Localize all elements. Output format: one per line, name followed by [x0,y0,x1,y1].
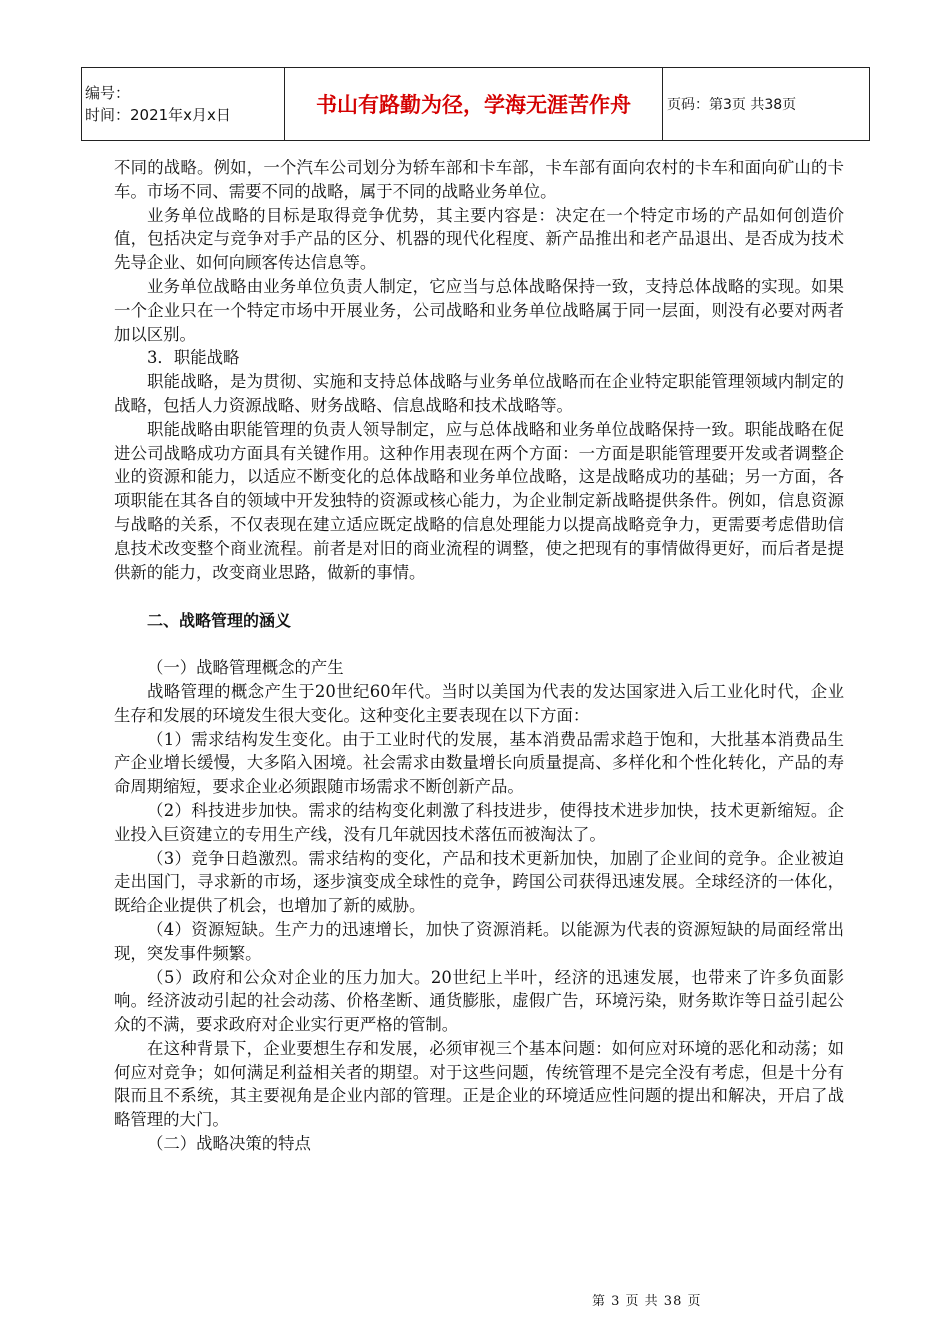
header-left-cell [82,68,285,141]
paragraph: （3）竞争日趋激烈。需求结构的变化，产品和技术更新加快，加剧了企业间的竞争。企业被迫走出国门，寻求新的市场，逐步演变成全球性的竞争，跨国公司获得迅速发展。全球经济的一体化，既给企业提供了机会，也增加了新的威胁。 [114,848,844,916]
paragraph: （2）科技进步加快。需求的结构变化刺激了科技进步，使得技术进步加快，技术更新缩短。企业投入巨资建立的专用生产线，没有几年就因技术落伍而被淘汰了。 [114,800,844,844]
paragraph: 在这种背景下，企业要想生存和发展，必须审视三个基本问题：如何应对环境的恶化和动荡；如何应对竞争；如何满足利益相关者的期望。对于这些问题，传统管理不是完全没有考虑，但是十分有限而且不系统，其主要视角是企业内部的管理。正是企业的环境适应性问题的提出和解决，开启了战略管理的大门。 [114,1038,844,1130]
paragraph: （1）需求结构发生变化。由于工业时代的发展，基本消费品需求趋于饱和，大批基本消费品生产企业增长缓慢，大多陷入困境。社会需求由数量增长向质量提高、多样化和个性化转化，产品的寿命周期缩短，要求企业必须跟随市场需求不断创新产品。 [114,729,844,797]
document-number-label: 编号： [85,84,131,102]
header-table [81,67,870,141]
paragraph: （4）资源短缺。生产力的迅速增长，加快了资源消耗。以能源为代表的资源短缺的局面经常出现，突发事件频繁。 [114,919,844,963]
document-body [114,156,844,1156]
page-footer: 第 3 页 共 38 页 [592,1294,702,1309]
paragraph: 业务单位战略的目标是取得竞争优势，其主要内容是：决定在一个特定市场的产品如何创造价值，包括决定与竞争对手产品的区分、机器的现代化程度、新产品推出和老产品退出、是否成为技术先导企业、如何向顾客传达信息等。 [114,205,844,273]
header-motto: 书山有路勤为径，学海无涯苦作舟 [285,68,663,141]
paragraph: （5）政府和公众对企业的压力加大。20世纪上半叶，经济的迅速发展，也带来了许多负面影响。经济波动引起的社会动荡、价格垄断、通货膨胀，虚假广告，环境污染，财务欺诈等日益引起公众的不满，要求政府对企业实行更严格的管制。 [114,967,844,1035]
subsection-heading: （二）战略决策的特点 [147,1134,311,1154]
paragraph: 职能战略由职能管理的负责人领导制定，应与总体战略和业务单位战略保持一致。职能战略在促进公司战略成功方面具有关键作用。这种作用表现在两个方面：一方面是职能管理要开发或者调整企业的资源和能力，以适应不断变化的总体战略和业务单位战略，这是战略成功的基础；另一方面，各项职能在其各自的领域中开发独特的资源或核心能力，为企业制定新战略提供条件。例如，信息资源与战略的关系，不仅表现在建立适应既定战略的信息处理能力以提高战略竞争力，更需要考虑借助信息技术改变整个商业流程。前者是对旧的商业流程的调整，使之把现有的事情做得更好，而后者是提供新的能力，改变商业思路，做新的事情。 [114,419,844,582]
paragraph: 业务单位战略由业务单位负责人制定，它应当与总体战略保持一致，支持总体战略的实现。如果一个企业只在一个特定市场中开展业务，公司战略和业务单位战略属于同一层面，则没有必要对两者加以区别。 [114,276,844,344]
header-page-info: 页码：第3页 共38页 [663,68,870,141]
paragraph: 不同的战略。例如，一个汽车公司划分为轿车部和卡车部，卡车部有面向农村的卡车和面向矿山的卡车。市场不同、需要不同的战略，属于不同的战略业务单位。 [114,158,844,201]
section-subtitle: 3．职能战略 [147,348,240,368]
section-heading: 二、战略管理的涵义 [147,611,292,631]
paragraph: 职能战略，是为贯彻、实施和支持总体战略与业务单位战略而在企业特定职能管理领域内制定的战略，包括人力资源战略、财务战略、信息战略和技术战略等。 [114,372,844,415]
document-time-label: 时间：2021年x月x日 [85,106,231,124]
paragraph: 战略管理的概念产生于20世纪60年代。当时以美国为代表的发达国家进入后工业化时代，企业生存和发展的环境发生很大变化。这种变化主要表现在以下方面： [114,681,844,725]
subsection-heading: （一）战略管理概念的产生 [147,658,344,678]
